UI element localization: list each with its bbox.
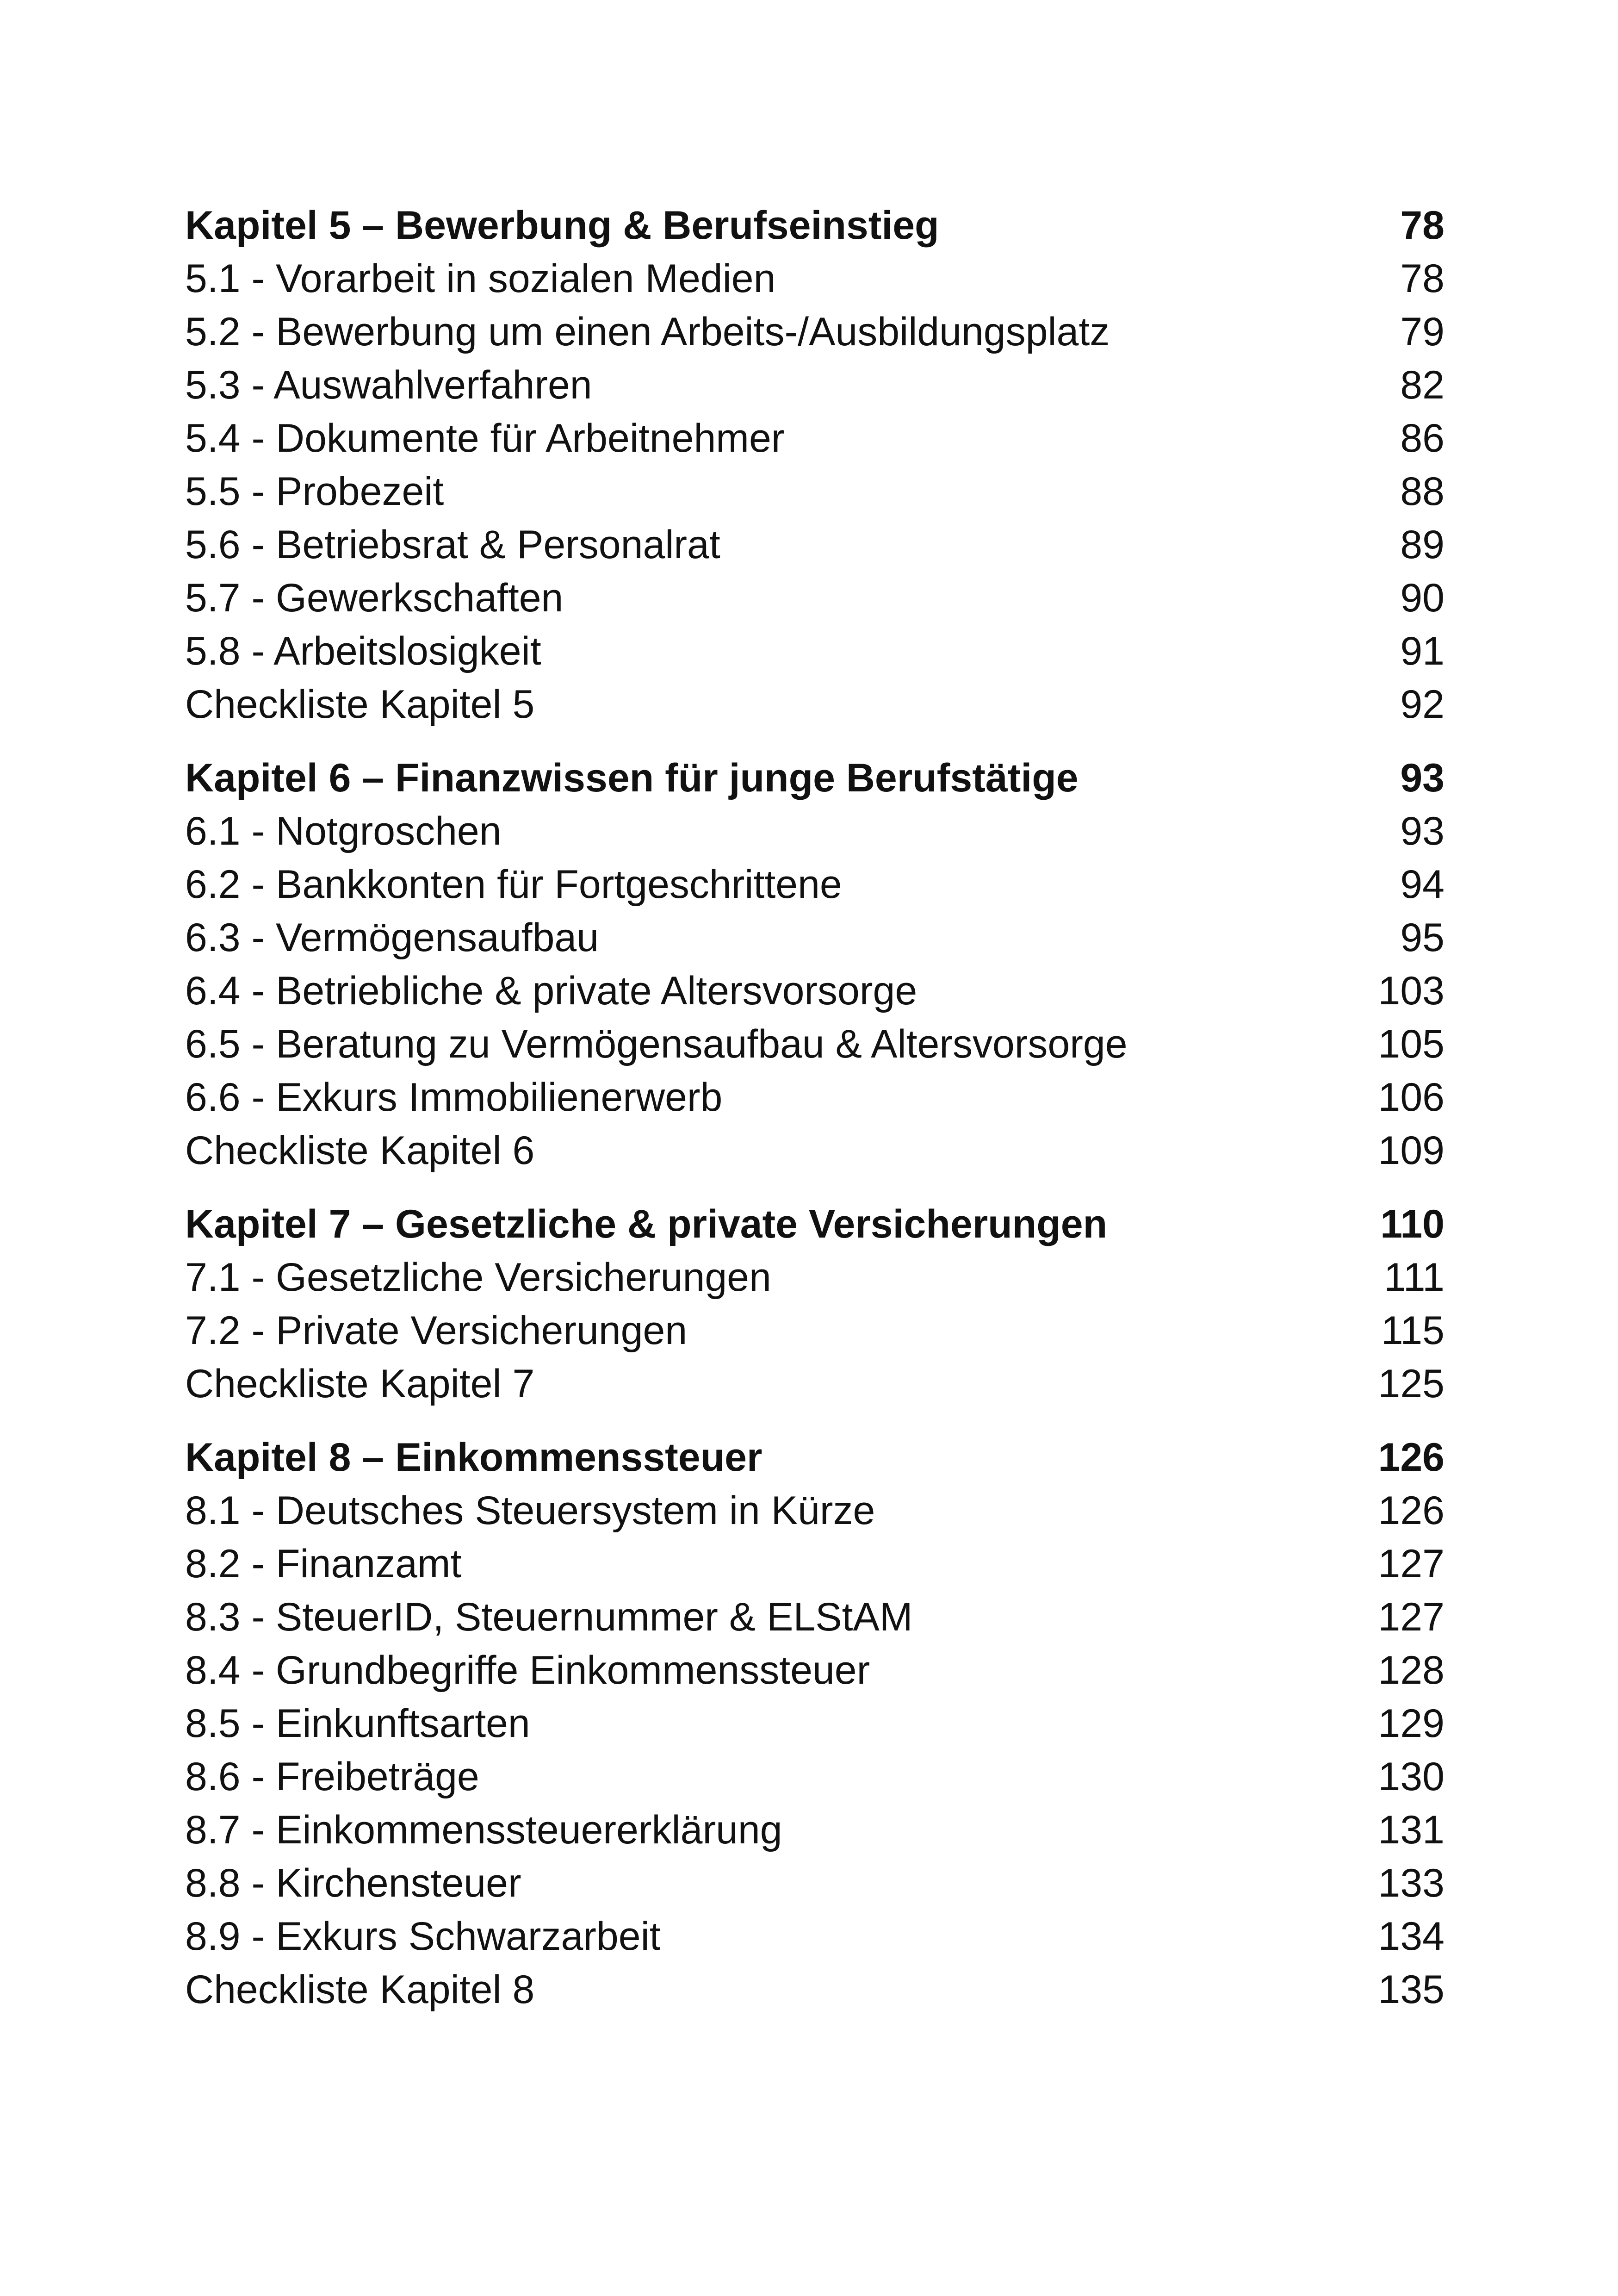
chapter-heading[interactable]: [185, 1431, 1444, 1484]
page-number: 82: [1400, 363, 1444, 407]
toc-entry[interactable]: [185, 412, 1444, 465]
toc-entry[interactable]: [185, 1857, 1444, 1910]
entry-title: 8.3 - SteuerID, Steuernummer & ELStAM: [185, 1595, 913, 1639]
toc-entry[interactable]: [185, 1251, 1444, 1304]
entry-title: 8.4 - Grundbegriffe Einkommenssteuer: [185, 1648, 870, 1692]
entry-title: 6.6 - Exkurs Immobilienerwerb: [185, 1075, 723, 1120]
toc-entry[interactable]: [185, 1484, 1444, 1537]
toc-entry[interactable]: [185, 625, 1444, 678]
entry-title: 6.1 - Notgroschen: [185, 809, 502, 853]
entry-title: 6.3 - Vermögensaufbau: [185, 915, 599, 960]
toc-entry[interactable]: [185, 1018, 1444, 1071]
page-number: 94: [1400, 862, 1444, 907]
toc-entry[interactable]: [185, 1644, 1444, 1697]
page-number: 131: [1378, 1808, 1444, 1852]
entry-title: 5.7 - Gewerkschaften: [185, 576, 564, 620]
page-number: 93: [1400, 756, 1444, 800]
page-number: 105: [1378, 1022, 1444, 1066]
toc-entry[interactable]: [185, 1071, 1444, 1124]
chapter-title: Kapitel 8 – Einkommenssteuer: [185, 1435, 763, 1480]
chapter-heading[interactable]: [185, 752, 1444, 805]
page-number: 111: [1384, 1255, 1444, 1300]
entry-title: 5.8 - Arbeitslosigkeit: [185, 629, 541, 673]
toc-entry[interactable]: [185, 1804, 1444, 1857]
toc-entry[interactable]: [185, 1591, 1444, 1644]
page-number: 129: [1378, 1701, 1444, 1746]
entry-title: 6.4 - Betriebliche & private Altersvorsorge: [185, 969, 917, 1013]
toc-entry[interactable]: [185, 572, 1444, 625]
page-number: 91: [1400, 629, 1444, 673]
toc-entry[interactable]: [185, 911, 1444, 964]
table-of-contents: [185, 199, 1444, 2037]
page-number: 127: [1378, 1542, 1444, 1586]
entry-title: 8.1 - Deutsches Steuersystem in Kürze: [185, 1488, 875, 1533]
toc-entry[interactable]: [185, 964, 1444, 1018]
chapter-title: Kapitel 7 – Gesetzliche & private Versicherungen: [185, 1202, 1108, 1246]
entry-title: 8.6 - Freibeträge: [185, 1755, 479, 1799]
entry-title: 8.9 - Exkurs Schwarzarbeit: [185, 1914, 661, 1959]
entry-title: Checkliste Kapitel 8: [185, 1967, 535, 2012]
page-number: 134: [1378, 1914, 1444, 1959]
entry-title: 7.2 - Private Versicherungen: [185, 1308, 688, 1353]
entry-title: 6.2 - Bankkonten für Fortgeschrittene: [185, 862, 842, 907]
entry-title: 5.3 - Auswahlverfahren: [185, 363, 592, 407]
toc-entry[interactable]: [185, 1697, 1444, 1750]
entry-title: 5.2 - Bewerbung um einen Arbeits-/Ausbildungsplatz: [185, 310, 1110, 354]
toc-entry[interactable]: [185, 1124, 1444, 1177]
chapter-title: Kapitel 5 – Bewerbung & Berufseinstieg: [185, 203, 939, 248]
toc-entry[interactable]: [185, 1750, 1444, 1804]
page-number: 128: [1378, 1648, 1444, 1692]
page-number: 135: [1378, 1967, 1444, 2012]
page-number: 90: [1400, 576, 1444, 620]
page-number: 110: [1380, 1202, 1444, 1246]
page-number: 115: [1381, 1308, 1444, 1353]
page-number: 103: [1378, 969, 1444, 1013]
chapter-title: Kapitel 6 – Finanzwissen für junge Berufstätige: [185, 756, 1079, 800]
page-number: 89: [1400, 523, 1444, 567]
entry-title: 8.2 - Finanzamt: [185, 1542, 462, 1586]
entry-title: 8.8 - Kirchensteuer: [185, 1861, 521, 1905]
entry-title: 5.5 - Probezeit: [185, 469, 444, 514]
entry-title: 8.7 - Einkommenssteuererklärung: [185, 1808, 782, 1852]
chapter-section: [185, 1198, 1444, 1411]
page-number: 125: [1378, 1362, 1444, 1406]
page-number: 127: [1378, 1595, 1444, 1639]
page-number: 126: [1378, 1488, 1444, 1533]
page-number: 106: [1378, 1075, 1444, 1120]
chapter-section: [185, 752, 1444, 1177]
toc-entry[interactable]: [185, 518, 1444, 572]
toc-entry[interactable]: [185, 1963, 1444, 2016]
entry-title: 8.5 - Einkunftsarten: [185, 1701, 530, 1746]
toc-entry[interactable]: [185, 1537, 1444, 1591]
toc-entry[interactable]: [185, 805, 1444, 858]
page-number: 92: [1400, 682, 1444, 727]
toc-entry[interactable]: [185, 1357, 1444, 1411]
entry-title: 5.1 - Vorarbeit in sozialen Medien: [185, 256, 776, 301]
entry-title: 7.1 - Gesetzliche Versicherungen: [185, 1255, 771, 1300]
page-number: 78: [1400, 256, 1444, 301]
chapter-heading[interactable]: [185, 199, 1444, 252]
toc-entry[interactable]: [185, 305, 1444, 359]
toc-entry[interactable]: [185, 252, 1444, 305]
page-number: 126: [1378, 1435, 1444, 1480]
page-number: 95: [1400, 915, 1444, 960]
chapter-heading[interactable]: [185, 1198, 1444, 1251]
page-number: 93: [1400, 809, 1444, 853]
entry-title: 6.5 - Beratung zu Vermögensaufbau & Altersvorsorge: [185, 1022, 1128, 1066]
page-number: 133: [1378, 1861, 1444, 1905]
page-number: 78: [1400, 203, 1444, 248]
page-number: 86: [1400, 416, 1444, 460]
chapter-section: [185, 1431, 1444, 2016]
entry-title: Checkliste Kapitel 5: [185, 682, 535, 727]
page-number: 88: [1400, 469, 1444, 514]
toc-entry[interactable]: [185, 1910, 1444, 1963]
page-number: 79: [1400, 310, 1444, 354]
page-number: 109: [1378, 1128, 1444, 1173]
toc-entry[interactable]: [185, 858, 1444, 911]
toc-entry[interactable]: [185, 1304, 1444, 1357]
toc-entry[interactable]: [185, 678, 1444, 731]
entry-title: 5.4 - Dokumente für Arbeitnehmer: [185, 416, 785, 460]
chapter-section: [185, 199, 1444, 731]
entry-title: 5.6 - Betriebsrat & Personalrat: [185, 523, 720, 567]
page-number: 130: [1378, 1755, 1444, 1799]
entry-title: Checkliste Kapitel 6: [185, 1128, 535, 1173]
toc-entry[interactable]: [185, 359, 1444, 412]
toc-entry[interactable]: [185, 465, 1444, 518]
entry-title: Checkliste Kapitel 7: [185, 1362, 535, 1406]
